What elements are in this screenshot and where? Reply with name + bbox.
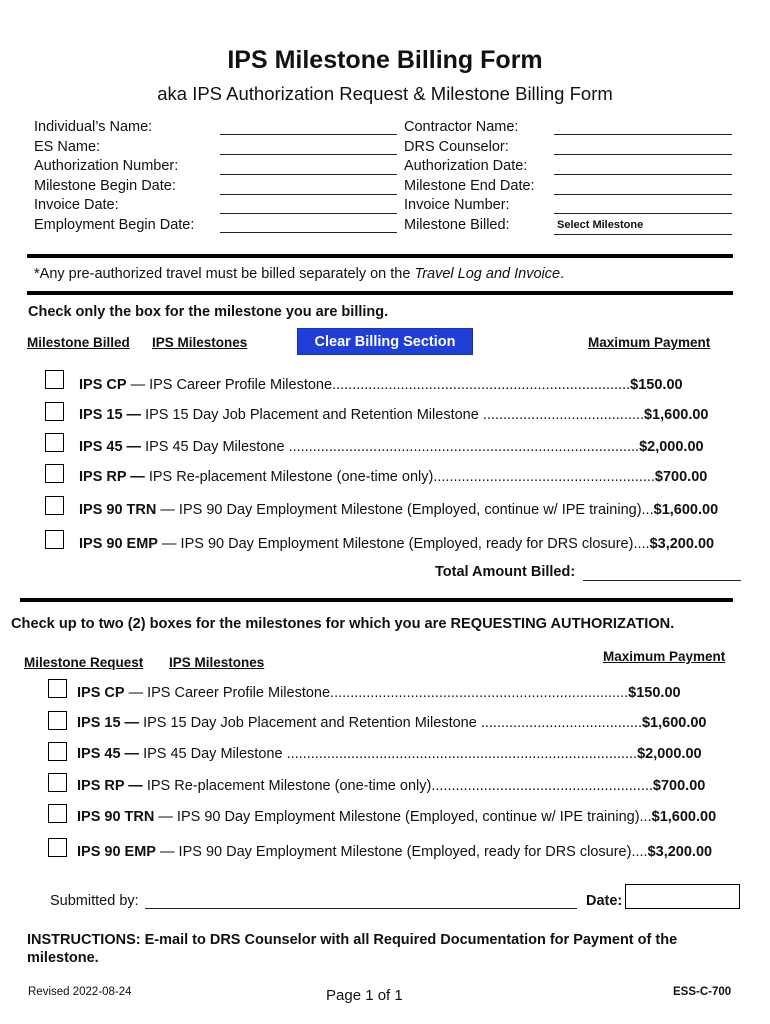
auth-checkbox-ips-rp[interactable] bbox=[48, 773, 67, 792]
travel-note-prefix: *Any pre-authorized travel must be billed separately on the bbox=[34, 266, 415, 282]
row-desc: IPS 90 Day Employment Milestone (Employed, continue w/ IPE training) bbox=[178, 502, 642, 518]
row-code: IPS 90 EMP bbox=[77, 844, 156, 860]
row-desc: IPS 45 Day Milestone bbox=[145, 439, 289, 455]
date-field[interactable] bbox=[625, 884, 740, 909]
authorization-instruction: Check up to two (2) boxes for the milestones for which you are REQUESTING AUTHORIZATION. bbox=[11, 616, 675, 632]
row-code: IPS RP — bbox=[77, 778, 143, 794]
field-label-individual-name: Individual’s Name: bbox=[34, 119, 153, 135]
milestone-billed-underline bbox=[554, 234, 732, 235]
row-price: $3,200.00 bbox=[647, 844, 713, 860]
revised-date: Revised 2022-08-24 bbox=[28, 986, 132, 998]
form-subtitle: aka IPS Authorization Request & Milestone Billing Form bbox=[157, 83, 613, 104]
field-label-es-name: ES Name: bbox=[34, 138, 101, 155]
field-label-employment-begin-date: Employment Begin Date: bbox=[34, 216, 195, 233]
field-label-authorization-number: Authorization Number: bbox=[34, 158, 179, 174]
auth-row-ips-cp: IPS CP — IPS Career Profile Milestone..........................................................................$150.00 bbox=[77, 685, 681, 701]
row-code: IPS 90 TRN bbox=[79, 502, 157, 518]
submitted-by-field[interactable] bbox=[145, 908, 577, 909]
auth-checkbox-ips-90-emp[interactable] bbox=[48, 838, 67, 857]
submitted-by-label: Submitted by: bbox=[50, 893, 139, 909]
auth-row-ips-90-emp: IPS 90 EMP — IPS 90 Day Employment Milestone (Employed, ready for DRS closure)....$3,200.00 bbox=[77, 844, 713, 860]
field-label-invoice-date: Invoice Date: bbox=[34, 197, 119, 213]
row-code: IPS 45 — bbox=[79, 439, 142, 455]
field-label-invoice-number: Invoice Number: bbox=[404, 197, 510, 213]
billing-checkbox-ips-rp[interactable] bbox=[45, 464, 64, 483]
row-desc: IPS 90 Day Employment Milestone (Employed, continue w/ IPE training) bbox=[176, 809, 640, 825]
billing-col-milestone: Milestone Billed bbox=[27, 335, 130, 350]
authorization-number-field[interactable] bbox=[220, 174, 397, 175]
row-desc: IPS 15 Day Job Placement and Retention Milestone bbox=[143, 715, 481, 731]
auth-row-ips-15: IPS 15 — IPS 15 Day Job Placement and Retention Milestone ........................................$1,600.00 bbox=[77, 715, 707, 731]
billing-row-ips-15: IPS 15 — IPS 15 Day Job Placement and Retention Milestone ........................................$1,600.00 bbox=[79, 407, 709, 423]
billing-col-ips: IPS Milestones bbox=[152, 335, 248, 350]
billing-row-ips-90-emp: IPS 90 EMP — IPS 90 Day Employment Milestone (Employed, ready for DRS closure)....$3,200.00 bbox=[79, 536, 715, 552]
field-label-milestone-billed: Milestone Billed: bbox=[404, 216, 510, 233]
billing-row-ips-cp: IPS CP — IPS Career Profile Milestone..........................................................................$150.00 bbox=[79, 377, 683, 393]
row-desc: IPS Re-placement Milestone (one-time only) bbox=[146, 778, 432, 794]
billing-col-max: Maximum Payment bbox=[588, 335, 711, 350]
row-price: $3,200.00 bbox=[649, 536, 715, 552]
right-field-labels bbox=[404, 118, 535, 235]
individual-name-field[interactable] bbox=[220, 134, 397, 135]
divider-middle bbox=[20, 598, 733, 602]
contractor-name-field[interactable] bbox=[554, 134, 732, 135]
row-code: IPS RP — bbox=[79, 469, 145, 485]
row-desc: IPS Career Profile Milestone bbox=[147, 685, 331, 701]
date-label: Date: bbox=[586, 893, 623, 909]
row-price: $1,600.00 bbox=[653, 502, 719, 518]
total-amount-label: Total Amount Billed: bbox=[435, 564, 576, 580]
auth-row-ips-90-trn: IPS 90 TRN — IPS 90 Day Employment Milestone (Employed, continue w/ IPE training)...$1,600.00 bbox=[77, 809, 717, 825]
milestone-end-date-field[interactable] bbox=[554, 194, 732, 195]
row-price: $1,600.00 bbox=[643, 407, 709, 423]
employment-begin-date-field[interactable] bbox=[220, 232, 397, 233]
clear-billing-button[interactable]: Clear Billing Section bbox=[297, 328, 473, 355]
billing-row-ips-45: IPS 45 — IPS 45 Day Milestone .......................................................................................$2,000.00 bbox=[79, 439, 704, 455]
row-code: IPS 90 EMP bbox=[79, 536, 158, 552]
row-price: $2,000.00 bbox=[637, 746, 702, 762]
auth-col-ips: IPS Milestones bbox=[169, 655, 265, 670]
drs-counselor-field[interactable] bbox=[554, 154, 732, 155]
page-number: Page 1 of 1 bbox=[326, 987, 403, 1004]
invoice-date-field[interactable] bbox=[220, 213, 397, 214]
row-desc: IPS Career Profile Milestone bbox=[149, 377, 333, 393]
row-code: IPS CP bbox=[79, 377, 127, 393]
total-amount-field[interactable] bbox=[583, 580, 741, 581]
field-label-milestone-end-date: Milestone End Date: bbox=[404, 177, 535, 194]
billing-row-ips-rp: IPS RP — IPS Re-placement Milestone (one-time only).......................................................$700.00 bbox=[79, 469, 708, 485]
row-desc: IPS 45 Day Milestone bbox=[143, 746, 287, 762]
billing-checkbox-ips-15[interactable] bbox=[45, 402, 64, 421]
left-field-labels bbox=[34, 118, 194, 235]
row-code: IPS 45 — bbox=[77, 746, 140, 762]
row-price: $1,600.00 bbox=[641, 715, 707, 731]
auth-col-max: Maximum Payment bbox=[603, 649, 726, 664]
field-label-drs-counselor: DRS Counselor: bbox=[404, 138, 509, 155]
billing-checkbox-ips-90-emp[interactable] bbox=[45, 530, 64, 549]
field-label-milestone-begin-date: Milestone Begin Date: bbox=[34, 177, 176, 194]
instructions-line-2: milestone. bbox=[27, 950, 99, 966]
billing-checkbox-ips-45[interactable] bbox=[45, 433, 64, 452]
row-code: IPS 15 — bbox=[77, 715, 140, 731]
instructions-line-1: INSTRUCTIONS: E-mail to DRS Counselor with all Required Documentation for Payment of the bbox=[27, 932, 678, 948]
form-code: ESS-C-700 bbox=[673, 986, 732, 998]
row-desc: IPS 90 Day Employment Milestone (Employed, ready for DRS closure) bbox=[180, 536, 634, 552]
milestone-billed-select[interactable]: Select Milestone bbox=[557, 219, 644, 231]
auth-row-ips-45: IPS 45 — IPS 45 Day Milestone .......................................................................................$2,000.00 bbox=[77, 746, 702, 762]
auth-col-milestone: Milestone Request bbox=[24, 655, 144, 670]
auth-checkbox-ips-15[interactable] bbox=[48, 711, 67, 730]
es-name-field[interactable] bbox=[220, 154, 397, 155]
row-desc: IPS 15 Day Job Placement and Retention Milestone bbox=[145, 407, 483, 423]
divider-top bbox=[27, 254, 733, 258]
billing-instruction: Check only the box for the milestone you are billing. bbox=[28, 304, 389, 320]
billing-checkbox-ips-90-trn[interactable] bbox=[45, 496, 64, 515]
milestone-begin-date-field[interactable] bbox=[220, 194, 397, 195]
travel-note-suffix: . bbox=[560, 266, 565, 282]
row-price: $150.00 bbox=[628, 685, 681, 701]
travel-note bbox=[34, 266, 564, 282]
row-price: $700.00 bbox=[652, 778, 706, 794]
row-code: IPS 90 TRN bbox=[77, 809, 155, 825]
field-label-authorization-date: Authorization Date: bbox=[404, 158, 528, 174]
auth-checkbox-ips-90-trn[interactable] bbox=[48, 804, 67, 823]
row-code: IPS 15 — bbox=[79, 407, 142, 423]
field-label-contractor-name: Contractor Name: bbox=[404, 119, 519, 135]
authorization-date-field[interactable] bbox=[554, 174, 732, 175]
row-code: IPS CP bbox=[77, 685, 125, 701]
billing-checkbox-ips-cp[interactable] bbox=[45, 370, 64, 389]
travel-note-italic: Travel Log and Invoice bbox=[414, 266, 561, 282]
row-price: $150.00 bbox=[630, 377, 683, 393]
row-price: $2,000.00 bbox=[639, 439, 704, 455]
billing-row-ips-90-trn: IPS 90 TRN — IPS 90 Day Employment Milestone (Employed, continue w/ IPE training)...$1,600.00 bbox=[79, 502, 719, 518]
row-price: $1,600.00 bbox=[651, 809, 717, 825]
auth-row-ips-rp: IPS RP — IPS Re-placement Milestone (one-time only).......................................................$700.00 bbox=[77, 778, 706, 794]
invoice-number-field[interactable] bbox=[554, 213, 732, 214]
divider-note bbox=[27, 291, 733, 295]
auth-checkbox-ips-45[interactable] bbox=[48, 742, 67, 761]
row-desc: IPS 90 Day Employment Milestone (Employed, ready for DRS closure) bbox=[178, 844, 632, 860]
form-title: IPS Milestone Billing Form bbox=[227, 46, 543, 74]
auth-checkbox-ips-cp[interactable] bbox=[48, 679, 67, 698]
instructions bbox=[27, 931, 677, 967]
row-price: $700.00 bbox=[654, 469, 708, 485]
row-desc: IPS Re-placement Milestone (one-time only) bbox=[148, 469, 434, 485]
